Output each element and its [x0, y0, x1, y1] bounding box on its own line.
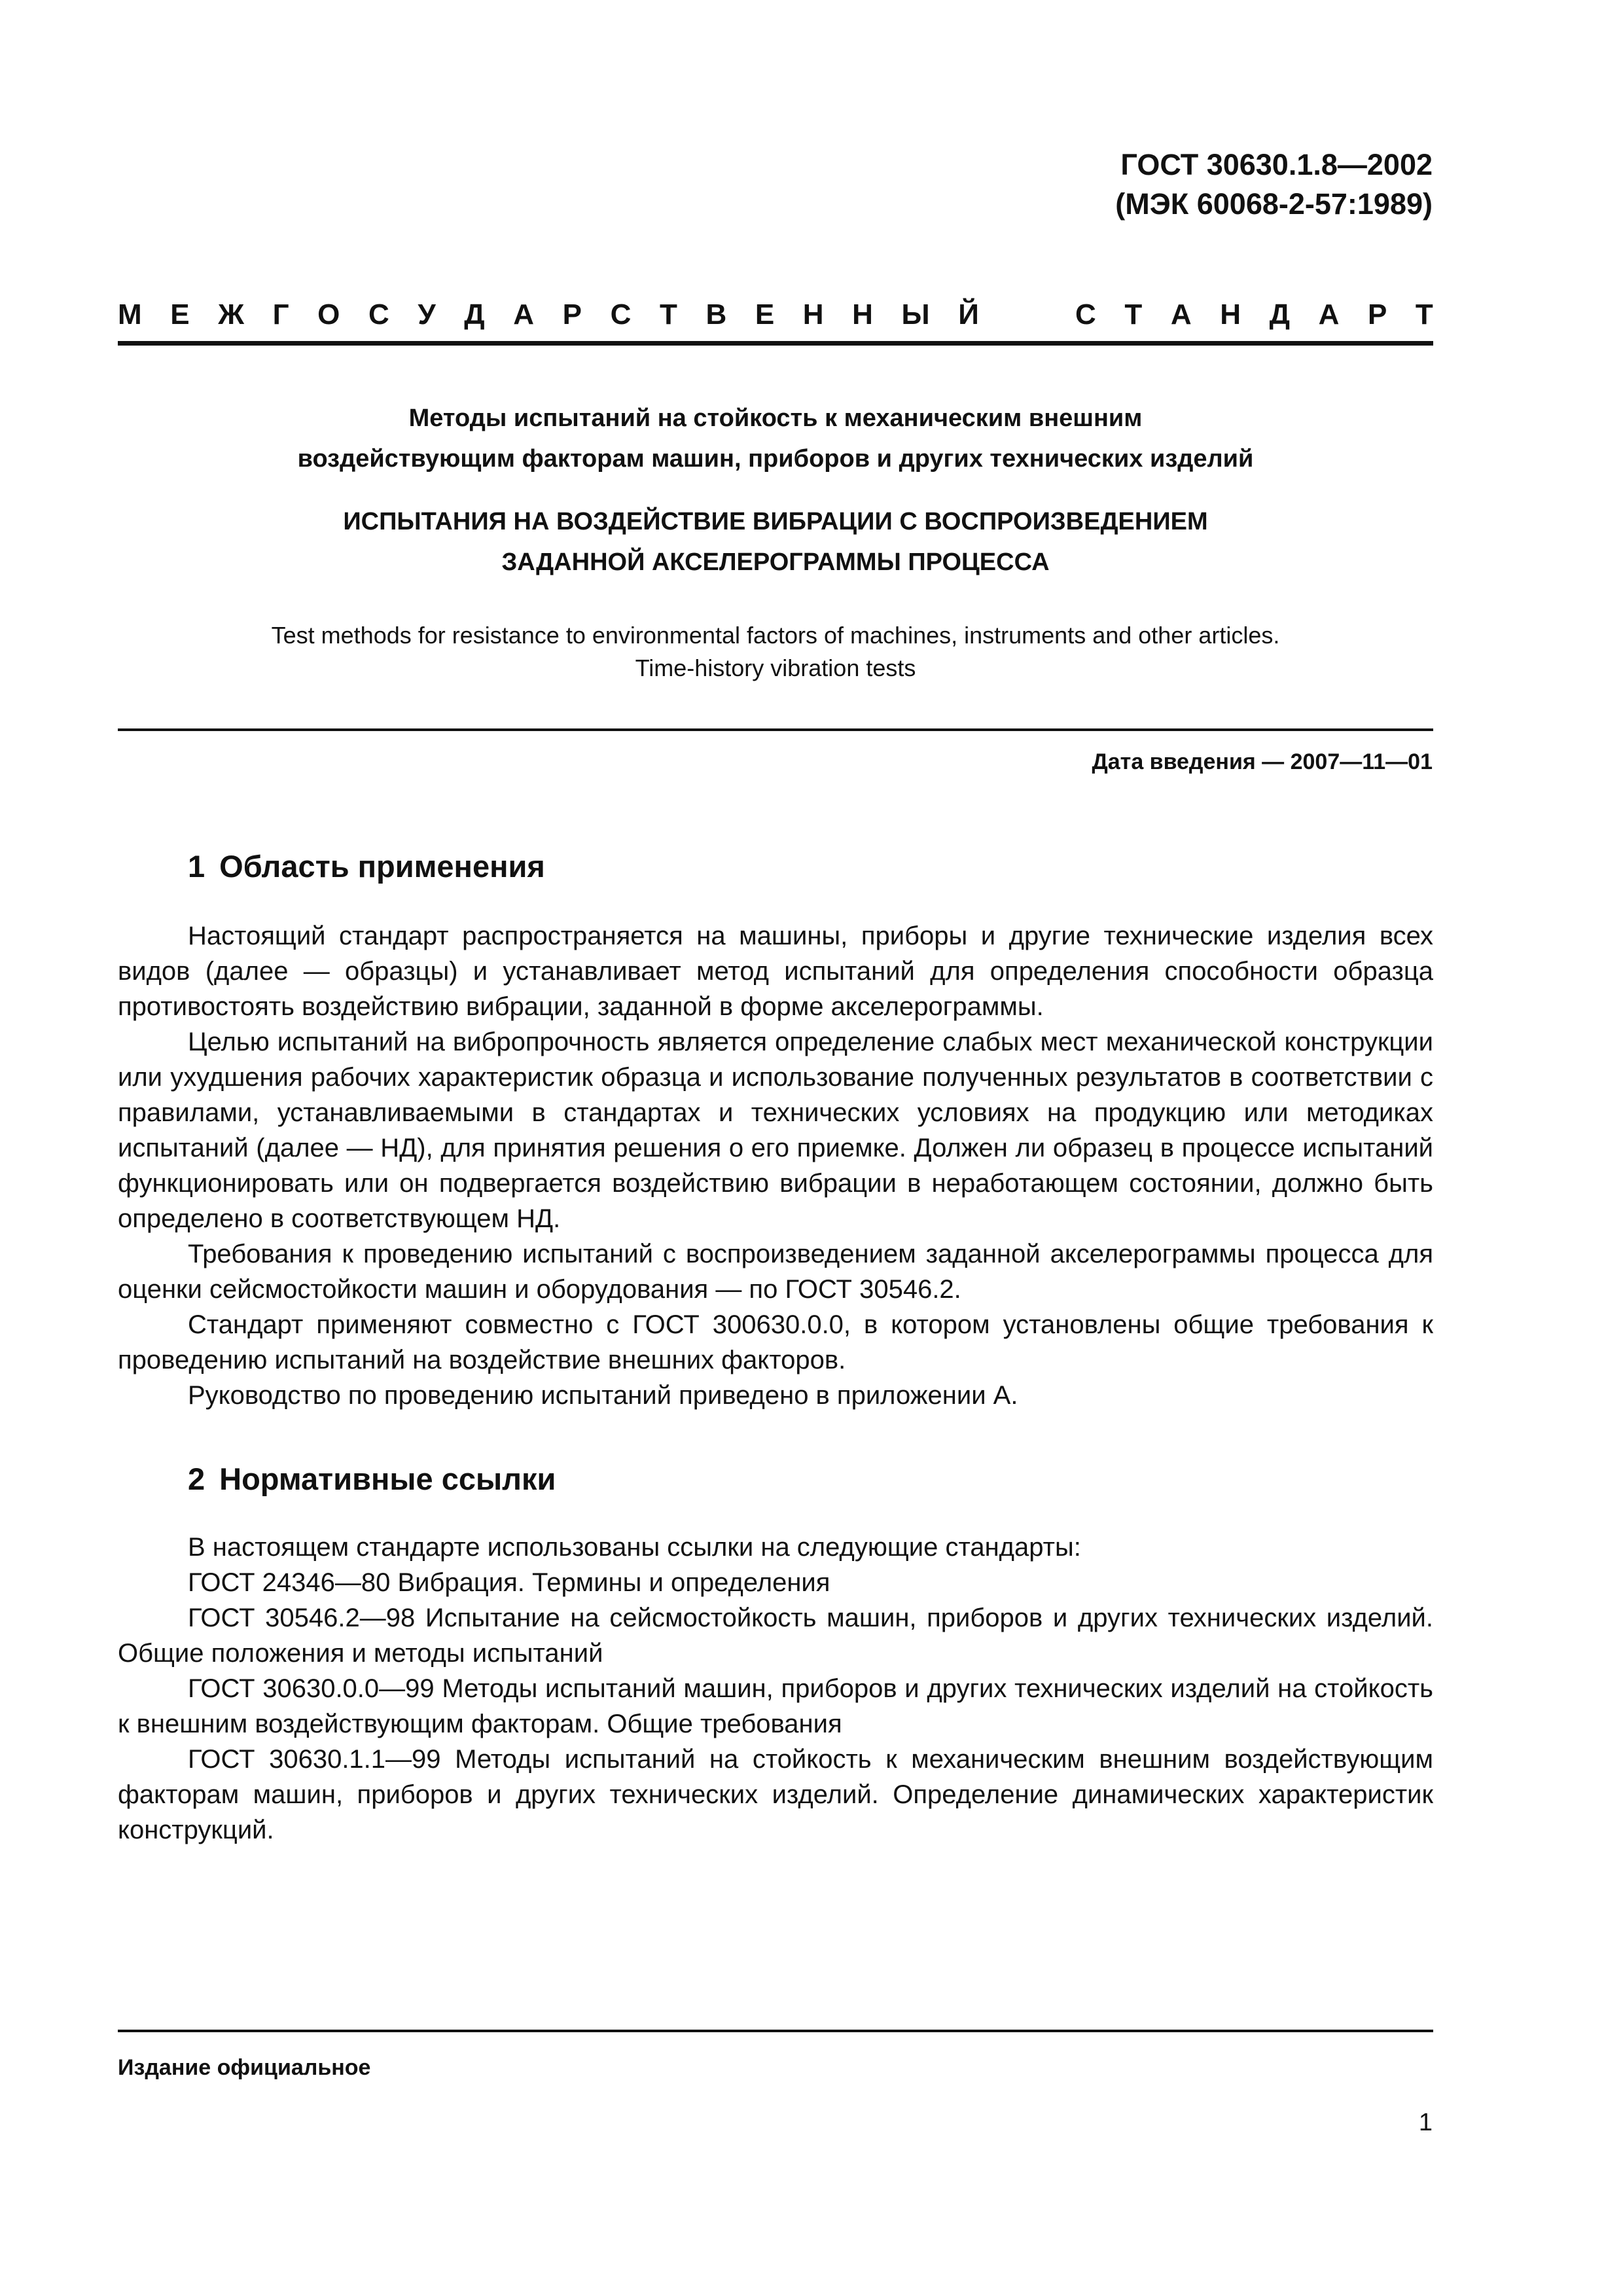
section-1-title: Область применения	[219, 849, 545, 884]
banner-letter: С	[368, 298, 389, 331]
banner-letter: А	[513, 298, 535, 331]
banner-letter: Е	[170, 298, 190, 331]
section-2-heading	[188, 1461, 556, 1497]
section-1-number: 1	[188, 849, 205, 884]
english-title-line-1: Test methods for resistance to environmental factors of machines, instruments and other articles.	[271, 622, 1280, 649]
banner-letter: У	[418, 298, 436, 331]
specific-title	[118, 501, 1433, 583]
banner-letter: А	[1318, 298, 1340, 331]
banner-letter: Ы	[901, 298, 930, 331]
section-1-heading	[188, 848, 545, 884]
english-title	[118, 619, 1433, 685]
designation-line-1: ГОСТ 30630.1.8—2002	[1120, 148, 1433, 181]
standard-designation	[909, 145, 1433, 224]
section-2-number: 2	[188, 1462, 205, 1496]
title-divider	[118, 728, 1433, 731]
banner-letter: Г	[272, 298, 289, 331]
banner-letter: Т	[659, 298, 677, 331]
banner-letter: Й	[958, 298, 979, 331]
paragraph: Настоящий стандарт распространяется на машины, приборы и другие технические изделия всех видов (далее — образцы) и устанавливает метод испытаний для определения способности образца противостоять воздействию вибрации, заданной в форме акселерограммы.	[118, 922, 1433, 1021]
reference-item: ГОСТ 24346—80 Вибрация. Термины и определения	[188, 1568, 830, 1597]
banner-underline	[118, 341, 1433, 346]
banner-letter: Р	[1367, 298, 1387, 331]
banner-letter: С	[610, 298, 632, 331]
banner-letter: Н	[802, 298, 824, 331]
paragraph: Целью испытаний на вибропрочность является определение слабых мест механической конструкции или ухудшения рабочих характеристик образца и использование полученных результатов в соответствии с правилами, устанавливаемыми в стандартах и технических условиях на продукцию или методиках испытаний (далее — НД), для принятия решения о его приемке. Должен ли образец в процессе испытаний функционировать или он подвергается воздействию вибрации в неработающем состоянии, должно быть определено в соответствующем НД.	[118, 1028, 1433, 1233]
interstate-standard-banner	[118, 298, 1433, 331]
banner-letter: Н	[852, 298, 873, 331]
general-title-line-1: Методы испытаний на стойкость к механическим внешним	[408, 404, 1143, 432]
section-2-body	[118, 1530, 1433, 1848]
introduction-date: Дата введения — 2007—11—01	[1092, 749, 1433, 774]
general-title-line-2: воздействующим факторам машин, приборов и других технических изделий	[297, 445, 1254, 473]
banner-letter: С	[1075, 298, 1096, 331]
references-lead: В настоящем стандарте использованы ссылки на следующие стандарты:	[188, 1533, 1081, 1562]
general-title	[118, 398, 1433, 479]
section-1-body	[118, 918, 1433, 1413]
reference-item: ГОСТ 30546.2—98 Испытание на сейсмостойкость машин, приборов и других технических изделий. Общие положения и методы испытаний	[118, 1604, 1433, 1668]
reference-item: ГОСТ 30630.0.0—99 Методы испытаний машин, приборов и других технических изделий на стойкость к внешним воздействующим факторам. Общие требования	[118, 1674, 1433, 1738]
banner-letter: Т	[1415, 298, 1433, 331]
banner-letter: Д	[1269, 298, 1290, 331]
banner-letter: Н	[1220, 298, 1241, 331]
banner-letter: В	[705, 298, 727, 331]
banner-letter: Р	[562, 298, 582, 331]
designation-line-2: (МЭК 60068-2-57:1989)	[1115, 187, 1433, 221]
banner-letter: Т	[1124, 298, 1143, 331]
banner-letter: М	[118, 298, 142, 331]
english-title-line-2: Time-history vibration tests	[635, 655, 916, 681]
banner-letter: Д	[464, 298, 485, 331]
banner-letter: О	[317, 298, 340, 331]
edition-note: Издание официальное	[118, 2055, 371, 2080]
paragraph: Руководство по проведению испытаний приведено в приложении А.	[188, 1381, 1018, 1410]
paragraph: Стандарт применяют совместно с ГОСТ 300630.0.0, в котором установлены общие требования к проведению испытаний на воздействие внешних факторов.	[118, 1310, 1433, 1374]
paragraph: Требования к проведению испытаний с воспроизведением заданной акселерограммы процесса для оценки сейсмостойкости машин и оборудования — по ГОСТ 30546.2.	[118, 1240, 1433, 1304]
banner-letter: А	[1170, 298, 1192, 331]
banner-letter: Ж	[218, 298, 244, 331]
banner-letter: Е	[755, 298, 775, 331]
page-number: 1	[1418, 2109, 1433, 2136]
footer-divider	[118, 2030, 1433, 2032]
specific-title-line-1: ИСПЫТАНИЯ НА ВОЗДЕЙСТВИЕ ВИБРАЦИИ С ВОСПРОИЗВЕДЕНИЕМ	[343, 508, 1208, 535]
reference-item: ГОСТ 30630.1.1—99 Методы испытаний на стойкость к механическим внешним воздействующим факторам машин, приборов и других технических изделий. Определение динамических характеристик конструкций.	[118, 1745, 1433, 1844]
section-2-title: Нормативные ссылки	[219, 1462, 556, 1496]
specific-title-line-2: ЗАДАННОЙ АКСЕЛЕРОГРАММЫ ПРОЦЕССА	[501, 548, 1050, 576]
